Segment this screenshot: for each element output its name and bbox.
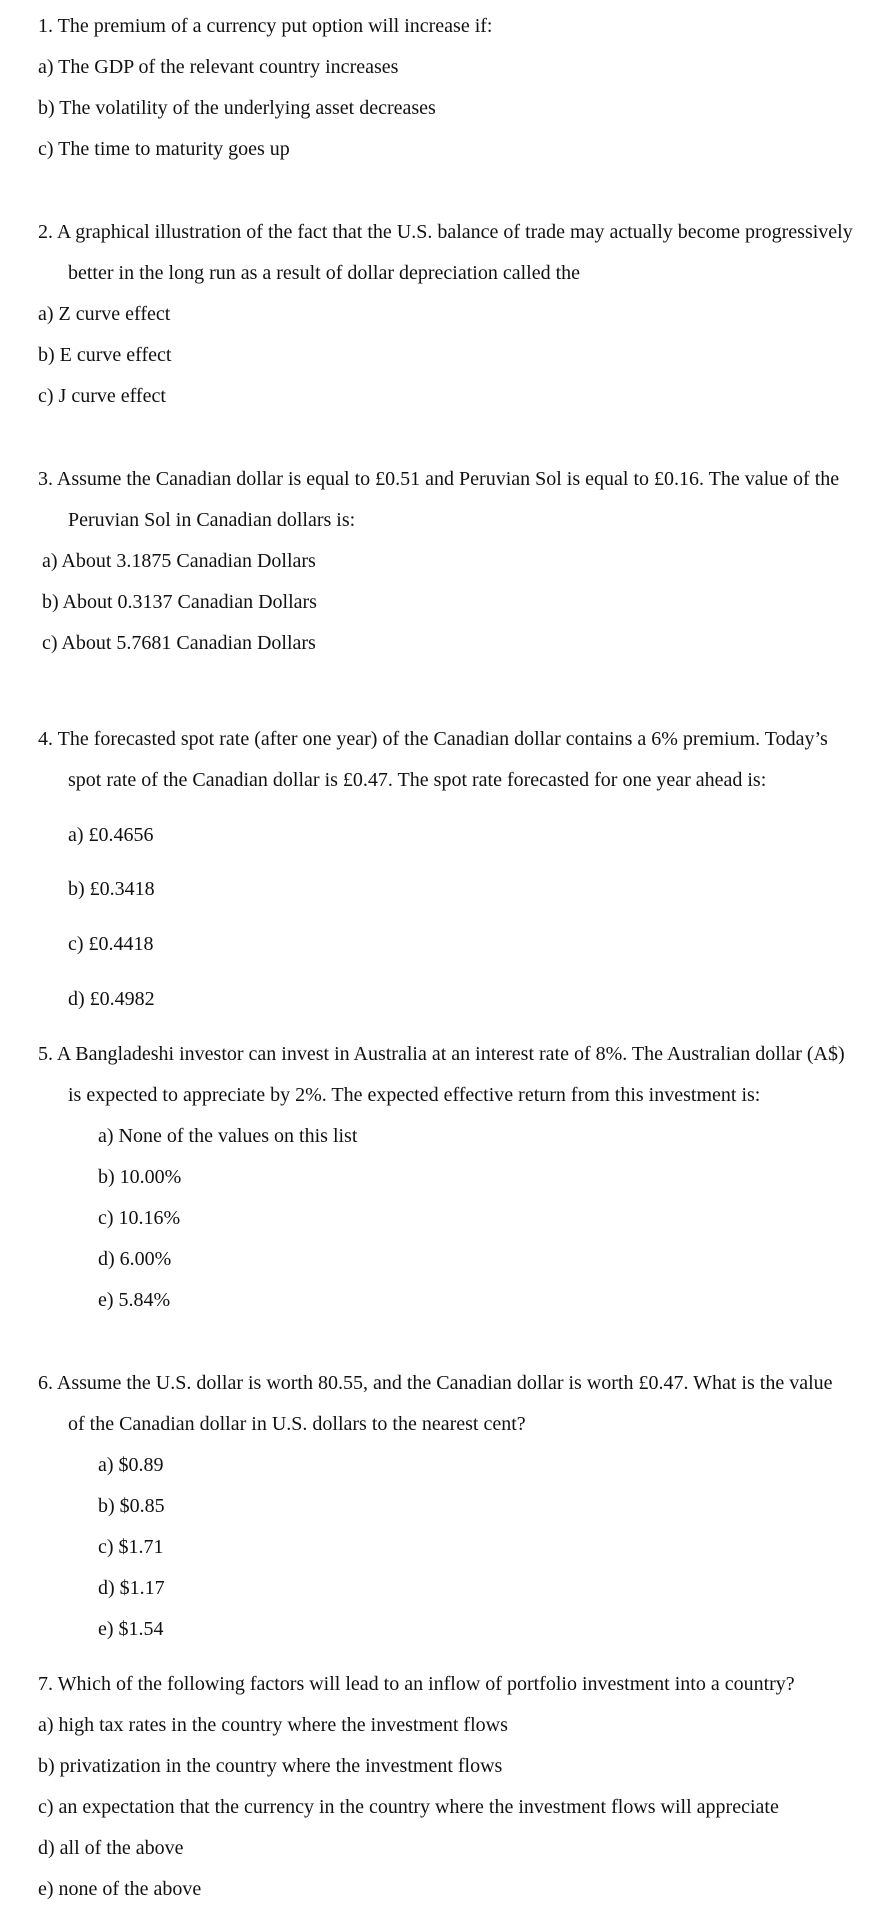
question-6-stem-line-2: of the Canadian dollar in U.S. dollars to the nearest cent?	[68, 1413, 526, 1435]
question-4-option-c: c) £0.4418	[68, 933, 154, 955]
question-4-option-a: a) £0.4656	[68, 824, 154, 846]
question-7-option-b: b) privatization in the country where the investment flows	[38, 1755, 503, 1777]
question-7-option-e: e) none of the above	[38, 1878, 202, 1900]
question-6-option-e: e) $1.54	[98, 1618, 164, 1640]
question-4-stem-line-2: spot rate of the Canadian dollar is £0.47. The spot rate forecasted for one year ahead is:	[68, 769, 767, 791]
question-6-option-b: b) $0.85	[98, 1495, 165, 1517]
question-3-option-a: a) About 3.1875 Canadian Dollars	[42, 550, 316, 572]
question-7-stem: 7. Which of the following factors will lead to an inflow of portfolio investment into a country?	[38, 1673, 795, 1695]
question-5-option-d: d) 6.00%	[98, 1248, 172, 1270]
question-3-stem-line-1: 3. Assume the Canadian dollar is equal to £0.51 and Peruvian Sol is equal to £0.16. The value of the	[38, 468, 840, 490]
question-7-option-d: d) all of the above	[38, 1837, 184, 1859]
question-3-option-b: b) About 0.3137 Canadian Dollars	[42, 591, 317, 613]
question-2-stem-line-1: 2. A graphical illustration of the fact that the U.S. balance of trade may actually become progressively	[38, 221, 853, 243]
question-1-option-a: a) The GDP of the relevant country increases	[38, 56, 399, 78]
question-4-option-d: d) £0.4982	[68, 988, 155, 1010]
question-5-option-c: c) 10.16%	[98, 1207, 181, 1229]
question-6-option-a: a) $0.89	[98, 1454, 164, 1476]
question-6-option-d: d) $1.17	[98, 1577, 165, 1599]
question-1-stem: 1. The premium of a currency put option will increase if:	[38, 15, 493, 37]
question-2-option-b: b) E curve effect	[38, 344, 172, 366]
question-5-stem-line-1: 5. A Bangladeshi investor can invest in Australia at an interest rate of 8%. The Australian dollar (A$)	[38, 1043, 845, 1065]
question-4-stem-line-1: 4. The forecasted spot rate (after one year) of the Canadian dollar contains a 6% premium. Today’s	[38, 728, 828, 750]
question-4-option-b: b) £0.3418	[68, 878, 155, 900]
question-7-option-c: c) an expectation that the currency in the country where the investment flows will appreciate	[38, 1796, 779, 1818]
question-5-option-a: a) None of the values on this list	[98, 1125, 358, 1147]
question-5-option-b: b) 10.00%	[98, 1166, 182, 1188]
question-2-option-c: c) J curve effect	[38, 385, 166, 407]
question-1-option-c: c) The time to maturity goes up	[38, 138, 290, 160]
question-2-option-a: a) Z curve effect	[38, 303, 171, 325]
question-5-option-e: e) 5.84%	[98, 1289, 171, 1311]
question-3-option-c: c) About 5.7681 Canadian Dollars	[42, 632, 316, 654]
question-6-stem-line-1: 6. Assume the U.S. dollar is worth 80.55, and the Canadian dollar is worth £0.47. What is the value	[38, 1372, 833, 1394]
question-5-stem-line-2: is expected to appreciate by 2%. The expected effective return from this investment is:	[68, 1084, 761, 1106]
question-7-option-a: a) high tax rates in the country where the investment flows	[38, 1714, 508, 1736]
question-2-stem-line-2: better in the long run as a result of dollar depreciation called the	[68, 262, 581, 284]
question-3-stem-line-2: Peruvian Sol in Canadian dollars is:	[68, 509, 356, 531]
question-1-option-b: b) The volatility of the underlying asset decreases	[38, 97, 436, 119]
question-6-option-c: c) $1.71	[98, 1536, 164, 1558]
